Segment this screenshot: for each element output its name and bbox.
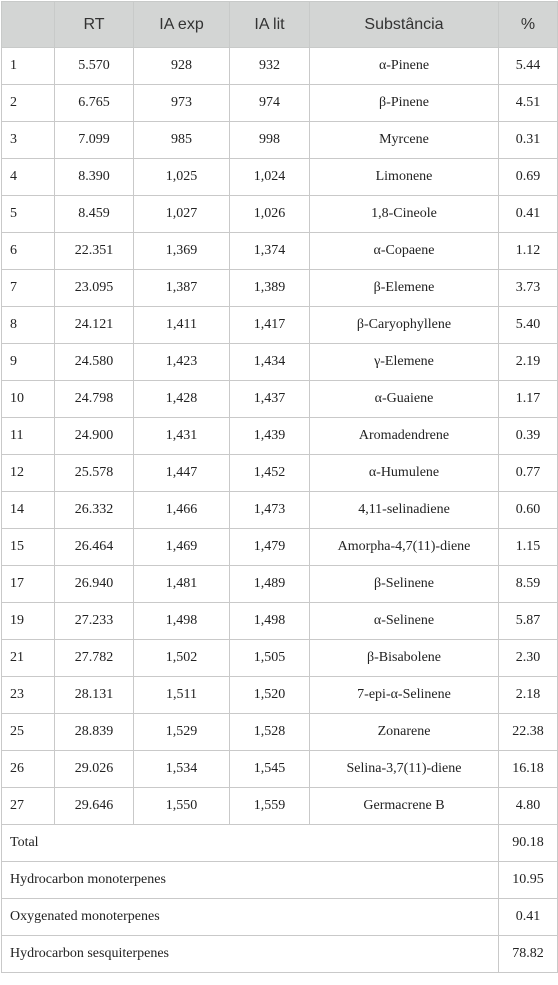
row-ia-exp: 1,481 [134,566,230,603]
compound-table [1,1,558,973]
row-rt: 26.332 [55,492,134,529]
row-substance: α-Pinene [310,48,499,85]
row-index: 7 [2,270,55,307]
table-row [2,344,558,381]
row-index: 21 [2,640,55,677]
header-ia-exp: IA exp [134,2,230,48]
row-ia-lit: 1,024 [230,159,310,196]
row-percent: 0.60 [499,492,558,529]
table-row [2,640,558,677]
row-substance: 7-epi-α-Selinene [310,677,499,714]
summary-percent: 0.41 [499,899,558,936]
row-rt: 7.099 [55,122,134,159]
table-row [2,492,558,529]
row-ia-exp: 985 [134,122,230,159]
row-substance: α-Selinene [310,603,499,640]
row-rt: 24.580 [55,344,134,381]
summary-percent: 90.18 [499,825,558,862]
row-ia-exp: 973 [134,85,230,122]
header-ia-lit: IA lit [230,2,310,48]
row-ia-exp: 1,469 [134,529,230,566]
row-rt: 24.900 [55,418,134,455]
row-percent: 0.69 [499,159,558,196]
row-ia-exp: 1,027 [134,196,230,233]
summary-row [2,862,558,899]
header-substance: Substância [310,2,499,48]
row-rt: 5.570 [55,48,134,85]
row-percent: 0.77 [499,455,558,492]
table-row [2,788,558,825]
row-ia-lit: 1,559 [230,788,310,825]
row-ia-lit: 1,026 [230,196,310,233]
summary-label: Hydrocarbon monoterpenes [2,862,499,899]
table-row [2,677,558,714]
row-percent: 5.40 [499,307,558,344]
row-ia-lit: 974 [230,85,310,122]
row-substance: Zonarene [310,714,499,751]
table-row [2,751,558,788]
row-substance: α-Copaene [310,233,499,270]
row-ia-exp: 1,369 [134,233,230,270]
row-index: 6 [2,233,55,270]
row-ia-lit: 932 [230,48,310,85]
row-percent: 8.59 [499,566,558,603]
row-rt: 28.131 [55,677,134,714]
row-rt: 29.026 [55,751,134,788]
row-ia-exp: 1,466 [134,492,230,529]
row-index: 11 [2,418,55,455]
row-percent: 3.73 [499,270,558,307]
row-ia-lit: 1,473 [230,492,310,529]
row-ia-exp: 1,529 [134,714,230,751]
table-row [2,196,558,233]
row-index: 15 [2,529,55,566]
table-row [2,455,558,492]
table-row [2,307,558,344]
summary-percent: 10.95 [499,862,558,899]
row-ia-exp: 1,423 [134,344,230,381]
summary-label: Oxygenated monoterpenes [2,899,499,936]
row-ia-lit: 1,489 [230,566,310,603]
header-percent: % [499,2,558,48]
row-index: 26 [2,751,55,788]
row-percent: 1.12 [499,233,558,270]
table-row [2,85,558,122]
row-ia-lit: 1,389 [230,270,310,307]
row-rt: 29.646 [55,788,134,825]
row-percent: 1.15 [499,529,558,566]
row-index: 14 [2,492,55,529]
row-percent: 16.18 [499,751,558,788]
table-row [2,122,558,159]
row-rt: 28.839 [55,714,134,751]
row-ia-lit: 1,479 [230,529,310,566]
summary-row [2,825,558,862]
summary-label: Total [2,825,499,862]
row-ia-exp: 1,387 [134,270,230,307]
table-row [2,566,558,603]
row-ia-lit: 1,437 [230,381,310,418]
row-rt: 24.798 [55,381,134,418]
row-percent: 4.51 [499,85,558,122]
row-ia-exp: 1,498 [134,603,230,640]
row-rt: 8.459 [55,196,134,233]
row-rt: 6.765 [55,85,134,122]
row-percent: 5.44 [499,48,558,85]
row-ia-lit: 1,520 [230,677,310,714]
row-percent: 0.41 [499,196,558,233]
row-index: 12 [2,455,55,492]
row-index: 2 [2,85,55,122]
row-percent: 2.30 [499,640,558,677]
row-percent: 2.18 [499,677,558,714]
row-ia-lit: 1,452 [230,455,310,492]
row-rt: 26.464 [55,529,134,566]
header-rt: RT [55,2,134,48]
row-percent: 2.19 [499,344,558,381]
table-body [2,48,558,973]
row-substance: Aromadendrene [310,418,499,455]
row-ia-lit: 1,528 [230,714,310,751]
header-row [2,2,558,48]
row-index: 5 [2,196,55,233]
row-substance: β-Pinene [310,85,499,122]
row-substance: β-Caryophyllene [310,307,499,344]
header-index [2,2,55,48]
table-row [2,233,558,270]
row-substance: Selina-3,7(11)-diene [310,751,499,788]
row-index: 23 [2,677,55,714]
row-rt: 24.121 [55,307,134,344]
summary-row [2,899,558,936]
row-percent: 0.31 [499,122,558,159]
summary-percent: 78.82 [499,936,558,973]
row-index: 3 [2,122,55,159]
row-ia-exp: 1,411 [134,307,230,344]
row-substance: Myrcene [310,122,499,159]
row-index: 27 [2,788,55,825]
row-index: 25 [2,714,55,751]
row-ia-lit: 1,374 [230,233,310,270]
row-substance: β-Bisabolene [310,640,499,677]
row-substance: β-Selinene [310,566,499,603]
row-ia-exp: 1,550 [134,788,230,825]
row-ia-exp: 1,502 [134,640,230,677]
row-ia-exp: 1,511 [134,677,230,714]
row-index: 1 [2,48,55,85]
row-ia-lit: 1,545 [230,751,310,788]
row-ia-exp: 1,447 [134,455,230,492]
row-rt: 25.578 [55,455,134,492]
row-ia-exp: 1,025 [134,159,230,196]
row-percent: 4.80 [499,788,558,825]
row-rt: 27.782 [55,640,134,677]
row-index: 9 [2,344,55,381]
row-index: 17 [2,566,55,603]
summary-label: Hydrocarbon sesquiterpenes [2,936,499,973]
row-index: 10 [2,381,55,418]
row-ia-exp: 928 [134,48,230,85]
table-row [2,418,558,455]
row-index: 4 [2,159,55,196]
row-index: 8 [2,307,55,344]
row-percent: 1.17 [499,381,558,418]
table-row [2,381,558,418]
row-percent: 5.87 [499,603,558,640]
row-rt: 26.940 [55,566,134,603]
row-substance: α-Humulene [310,455,499,492]
row-ia-lit: 1,505 [230,640,310,677]
row-ia-exp: 1,431 [134,418,230,455]
row-rt: 23.095 [55,270,134,307]
row-rt: 22.351 [55,233,134,270]
row-ia-lit: 998 [230,122,310,159]
summary-row [2,936,558,973]
row-substance: 1,8-Cineole [310,196,499,233]
row-ia-lit: 1,498 [230,603,310,640]
row-ia-exp: 1,428 [134,381,230,418]
row-substance: α-Guaiene [310,381,499,418]
row-substance: γ-Elemene [310,344,499,381]
row-ia-lit: 1,417 [230,307,310,344]
row-substance: Amorpha-4,7(11)-diene [310,529,499,566]
row-percent: 22.38 [499,714,558,751]
table-row [2,270,558,307]
table-row [2,159,558,196]
table-row [2,48,558,85]
row-ia-lit: 1,439 [230,418,310,455]
row-substance: β-Elemene [310,270,499,307]
row-substance: Limonene [310,159,499,196]
table-row [2,714,558,751]
row-index: 19 [2,603,55,640]
row-rt: 8.390 [55,159,134,196]
row-substance: 4,11-selinadiene [310,492,499,529]
row-percent: 0.39 [499,418,558,455]
row-rt: 27.233 [55,603,134,640]
row-ia-exp: 1,534 [134,751,230,788]
table-row [2,603,558,640]
table-row [2,529,558,566]
row-ia-lit: 1,434 [230,344,310,381]
row-substance: Germacrene B [310,788,499,825]
